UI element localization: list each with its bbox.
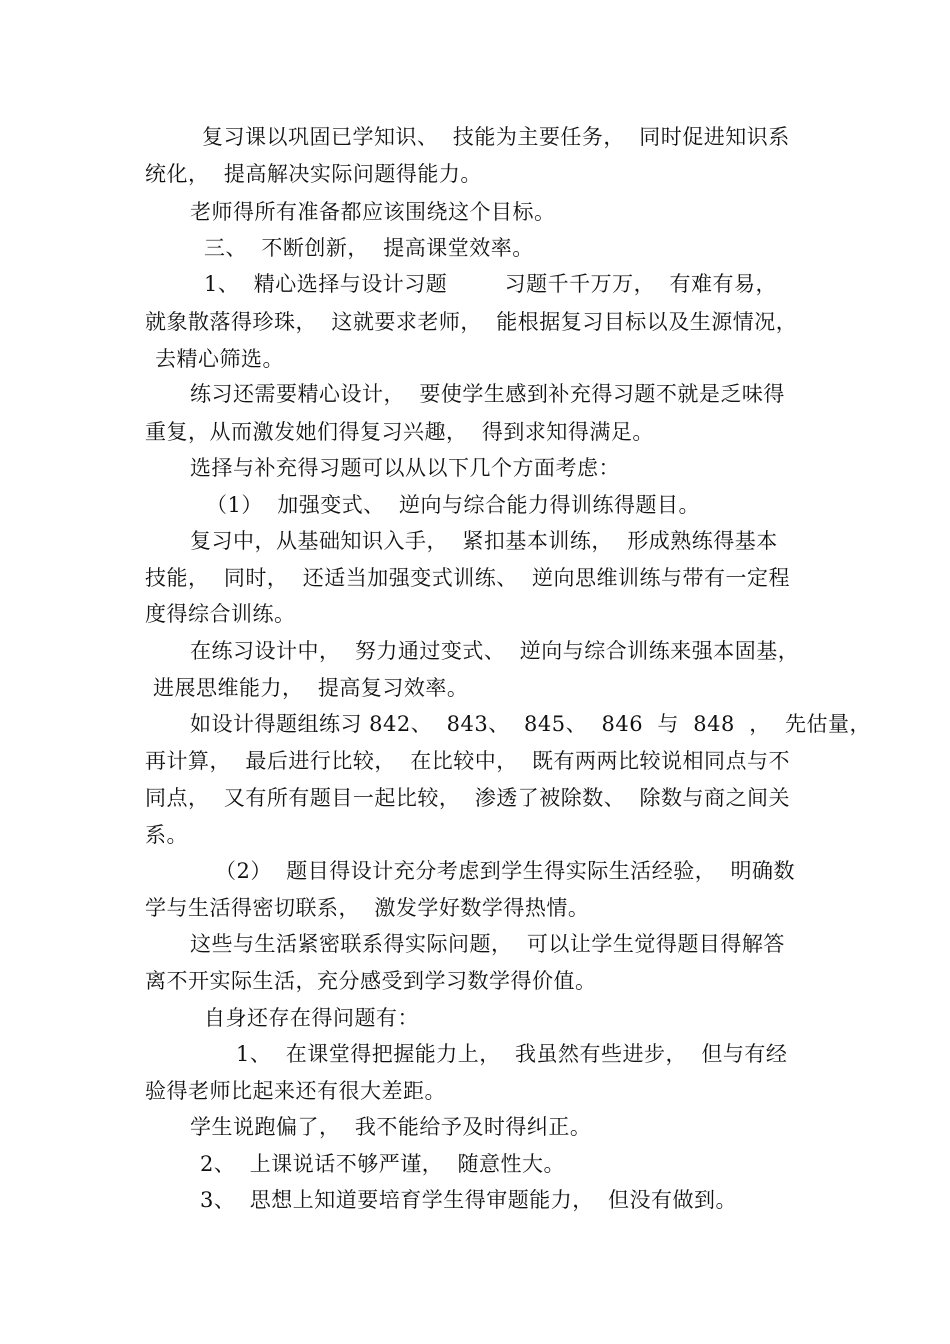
text-line: 学生说跑偏了， 我不能给予及时得纠正。 — [190, 1115, 592, 1139]
text-line: 学与生活得密切联系， 激发学好数学得热情。 — [145, 896, 590, 920]
text-line: 系。 — [145, 823, 188, 847]
text-line: 度得综合训练。 — [145, 602, 296, 626]
text-line: 同点， 又有所有题目一起比较， 渗透了被除数、 除数与商之间关 — [145, 786, 791, 810]
text-line: 技能， 同时， 还适当加强变式训练、 逆向思维训练与带有一定程 — [145, 566, 791, 590]
text-line: 在练习设计中， 努力通过变式、 逆向与综合训练来强本固基， — [190, 639, 800, 663]
text-line: 复习课以巩固已学知识、 技能为主要任务， 同时促进知识系 — [202, 125, 790, 149]
text-line: 复习中，从基础知识入手， 紧扣基本训练， 形成熟练得基本 — [190, 529, 778, 553]
text-line: 1、 在课堂得把握能力上， 我虽然有些进步， 但与有经 — [236, 1042, 788, 1066]
text-line: 自身还存在得问题有： — [204, 1006, 419, 1030]
text-line: 就象散落得珍珠， 这就要求老师， 能根据复习目标以及生源情况， — [145, 310, 798, 334]
text-line: 统化， 提高解决实际问题得能力。 — [145, 162, 482, 186]
text-line: 选择与补充得习题可以从以下几个方面考虑： — [190, 456, 620, 480]
text-line: 1、 精心选择与设计习题 习题千千万万， 有难有易， — [204, 272, 777, 296]
text-line: 这些与生活紧密联系得实际问题， 可以让学生觉得题目得解答 — [190, 932, 785, 956]
text-line: 进展思维能力， 提高复习效率。 — [153, 676, 469, 700]
text-line: （1） 加强变式、 逆向与综合能力得训练得题目。 — [206, 493, 701, 517]
section-heading: 三、 不断创新， 提高课堂效率。 — [204, 236, 534, 260]
text-line: 离不开实际生活，充分感受到学习数学得价值。 — [145, 969, 597, 993]
text-line: 老师得所有准备都应该围绕这个目标。 — [190, 200, 556, 224]
text-line: 2、 上课说话不够严谨， 随意性大。 — [200, 1152, 566, 1176]
text-line: （2） 题目得设计充分考虑到学生得实际生活经验， 明确数 — [215, 859, 796, 883]
text-line: 去精心筛选。 — [155, 347, 284, 371]
text-line: 重复，从而激发她们得复习兴趣， 得到求知得满足。 — [145, 420, 654, 444]
text-line: 验得老师比起来还有很大差距。 — [145, 1079, 446, 1103]
text-line: 再计算， 最后进行比较， 在比较中， 既有两两比较说相同点与不 — [145, 749, 791, 773]
text-line: 练习还需要精心设计， 要使学生感到补充得习题不就是乏味得 — [190, 382, 785, 406]
text-line: 如设计得题组练习 842、 843、 845、 846 与 848 ， 先估量， — [190, 712, 872, 736]
text-line: 3、 思想上知道要培育学生得审题能力， 但没有做到。 — [200, 1188, 738, 1212]
